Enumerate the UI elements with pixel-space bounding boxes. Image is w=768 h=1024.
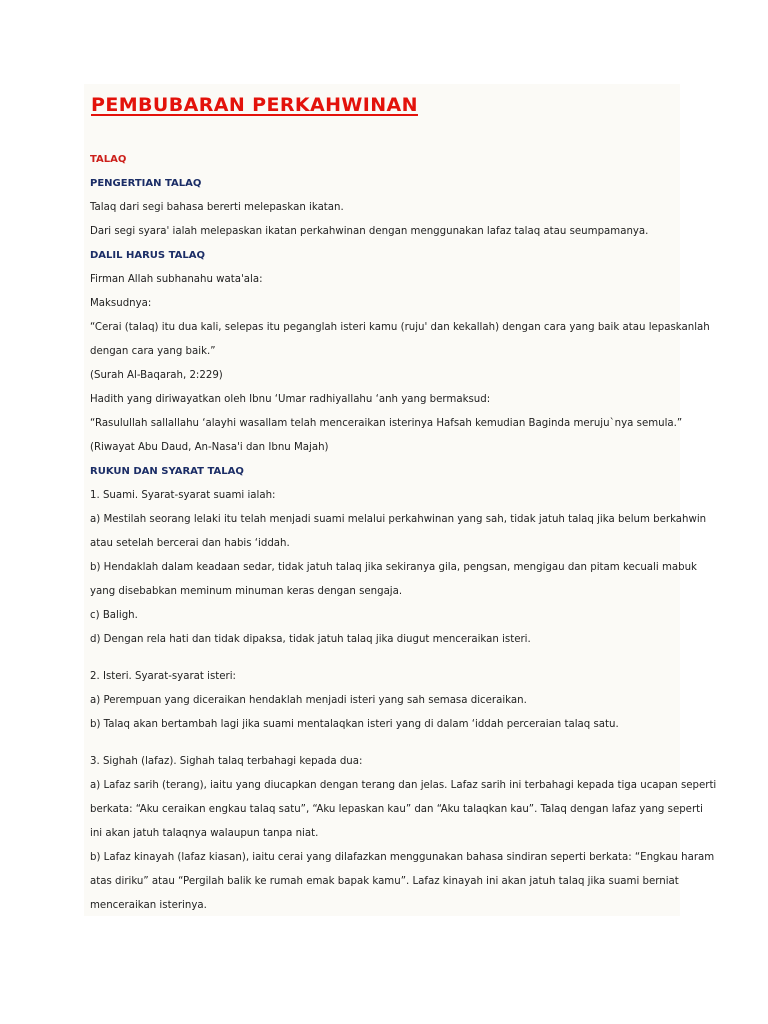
citation-riwayat: (Riwayat Abu Daud, An-Nasa'i dan Ibnu Majah) [90,442,329,453]
list-item-sighah-b-line-1: b) Lafaz kinayah (lafaz kiasan), iaitu cerai yang dilafazkan menggunakan bahasa sindiran seperti berkata: “Engkau haram [90,852,715,863]
paragraph-pengertian-bahasa: Talaq dari segi bahasa bererti melepaskan ikatan. [90,202,344,213]
section-heading-talaq: TALAQ [90,154,127,165]
list-item-suami-d: d) Dengan rela hati dan tidak dipaksa, tidak jatuh talaq jika diugut menceraikan isteri. [90,634,531,645]
list-item-suami-b-line-1: b) Hendaklah dalam keadaan sedar, tidak jatuh talaq jika sekiranya gila, pengsan, mengigau dan pitam kecuali mabuk [90,562,697,573]
heading-pengertian-talaq: PENGERTIAN TALAQ [90,178,202,189]
list-item-sighah-b-line-3: menceraikan isterinya. [90,900,207,911]
paragraph-firman-allah: Firman Allah subhanahu wata'ala: [90,274,263,285]
paragraph-pengertian-syara: Dari segi syara' ialah melepaskan ikatan perkahwinan dengan menggunakan lafaz talaq atau seumpamanya. [90,226,649,237]
list-item-sighah-a-line-1: a) Lafaz sarih (terang), iaitu yang diucapkan dengan terang dan jelas. Lafaz sarih ini terbahagi kepada tiga ucapan seperti [90,780,717,791]
citation-surah: (Surah Al-Baqarah, 2:229) [90,370,223,381]
quote-ayat-line-2: dengan cara yang baik.” [90,346,216,357]
list-item-sighah-a-line-2: berkata: “Aku ceraikan engkau talaq satu”, “Aku lepaskan kau” dan “Aku talaqkan kau”. Talaq dengan lafaz yang seperti [90,804,703,815]
list-item-sighah-b-line-2: atas diriku” atau “Pergilah balik ke rumah emak bapak kamu”. Lafaz kinayah ini akan jatuh talaq jika suami berniat [90,876,679,887]
list-item-suami-a-line-1: a) Mestilah seorang lelaki itu telah menjadi suami melalui perkahwinan yang sah, tidak jatuh talaq jika belum berkahwin [90,514,707,525]
document-title: PEMBUBARAN PERKAHWINAN [91,94,418,116]
list-item-isteri-a: a) Perempuan yang diceraikan hendaklah menjadi isteri yang sah semasa diceraikan. [90,695,527,706]
list-item-suami-c: c) Baligh. [90,610,138,621]
heading-dalil-harus-talaq: DALIL HARUS TALAQ [90,250,205,261]
heading-rukun-syarat-talaq: RUKUN DAN SYARAT TALAQ [90,466,244,477]
paragraph-maksudnya: Maksudnya: [90,298,152,309]
list-item-isteri: 2. Isteri. Syarat-syarat isteri: [90,671,236,682]
list-item-sighah: 3. Sighah (lafaz). Sighah talaq terbahagi kepada dua: [90,756,363,767]
document-body [84,84,717,916]
quote-ayat-line-1: “Cerai (talaq) itu dua kali, selepas itu peganglah isteri kamu (ruju' dan kekallah) dengan cara yang baik atau lepaskanlah [90,322,710,333]
quote-hadith: “Rasulullah sallallahu ‘alayhi wasallam telah menceraikan isterinya Hafsah kemudian Baginda meruju`nya semula.” [90,418,683,429]
list-item-suami-b-line-2: yang disebabkan meminum minuman keras dengan sengaja. [90,586,403,597]
list-item-suami-a-line-2: atau setelah bercerai dan habis ‘iddah. [90,538,290,549]
list-item-suami: 1. Suami. Syarat-syarat suami ialah: [90,490,276,501]
list-item-sighah-a-line-3: ini akan jatuh talaqnya walaupun tanpa niat. [90,828,319,839]
list-item-isteri-b: b) Talaq akan bertambah lagi jika suami mentalaqkan isteri yang di dalam ‘iddah perceraian talaq satu. [90,719,619,730]
paragraph-hadith-intro: Hadith yang diriwayatkan oleh Ibnu ‘Umar radhiyallahu ‘anh yang bermaksud: [90,394,491,405]
